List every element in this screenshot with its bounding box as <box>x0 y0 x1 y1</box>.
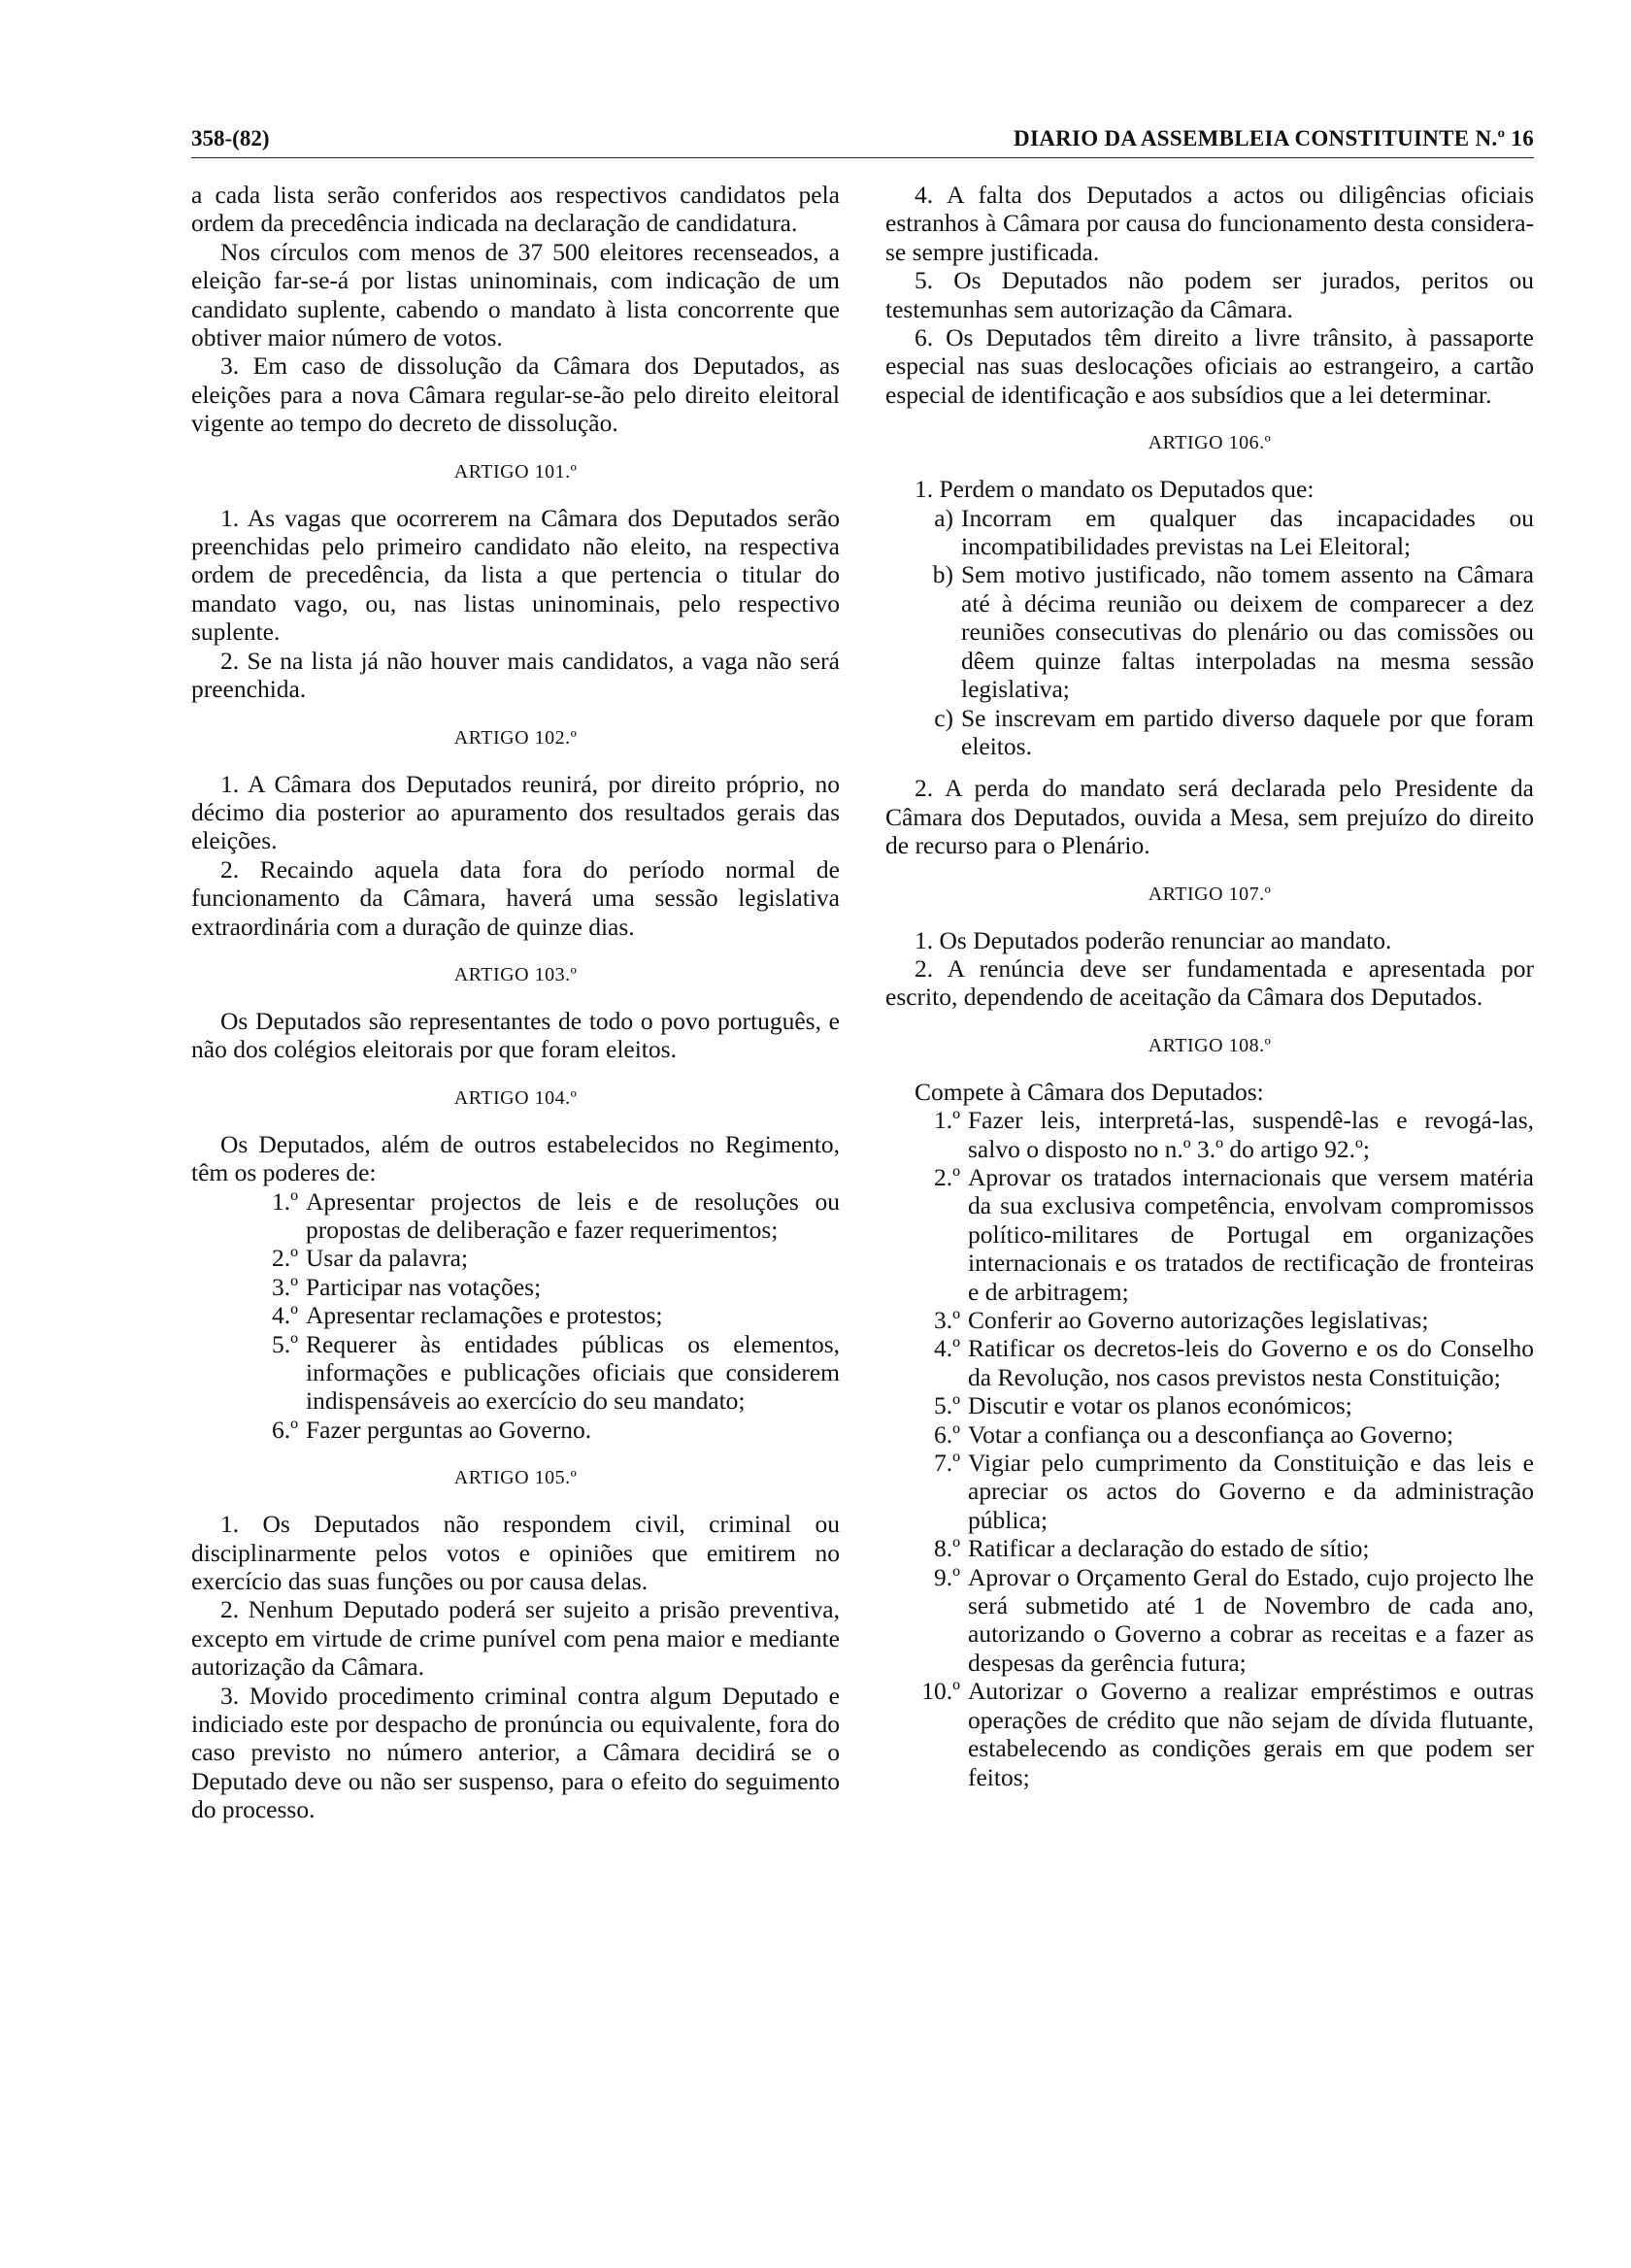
list-item <box>885 1163 1534 1306</box>
list-item-text: Ratificar a declaração do estado de sítio; <box>968 1534 1370 1563</box>
list-item-text: Se inscrevam em partido diverso daquele por que foram eleitos. <box>961 703 1534 760</box>
article-heading: ARTIGO 101.º <box>453 460 578 483</box>
left-column <box>191 181 840 1824</box>
enumerated-list <box>885 1106 1534 1791</box>
article-heading: ARTIGO 108.º <box>1148 1034 1272 1056</box>
enumerated-list <box>885 504 1534 761</box>
list-item-text: Vigiar pelo cumprimento da Constituição e das leis e apreciar os actos do Governo e da administração pública; <box>968 1449 1534 1534</box>
paragraph: 4. A falta dos Deputados a actos ou diligências oficiais estranhos à Câmara por causa do funcionamento desta considera-se sempre justificada. <box>885 181 1534 266</box>
paragraph: 2. Recaindo aquela data fora do período normal de funcionamento da Câmara, haverá uma sessão legislativa extraordinária com a duração de quinze dias. <box>191 854 840 941</box>
paragraph: 2. A renúncia deve ser fundamentada e apresentada por escrito, dependendo de aceitação da Câmara dos Deputados. <box>885 953 1534 1012</box>
list-item-number: 3.º <box>933 1306 960 1334</box>
paragraph: 2. Se na lista já não houver mais candidatos, a vaga não será preenchida. <box>191 646 840 704</box>
list-item-text: Apresentar reclamações e protestos; <box>306 1301 663 1330</box>
paragraph: 6. Os Deputados têm direito a livre trânsito, à passaporte especial nas suas deslocações oficiais ao estrangeiro, a cartão especial de identificação e aos subsídios que a lei determinar. <box>885 323 1534 409</box>
paragraph: 1. Os Deputados não respondem civil, criminal ou disciplinarmente pelos votos e opiniões que emitirem no exercício das suas funções ou por causa delas. <box>191 1510 840 1596</box>
list-item <box>885 504 1534 561</box>
paragraph: 3. Movido procedimento criminal contra algum Deputado e indiciado este por despacho de pronúncia ou equivalente, fora do caso previsto no número anterior, a Câmara decidirá se o Deputado deve ou não ser suspenso, para o efeito do seguimento do processo. <box>191 1681 840 1824</box>
paragraph: 1. A Câmara dos Deputados reunirá, por direito próprio, no décimo dia posterior ao apuramento dos resultados gerais das eleições. <box>191 769 840 855</box>
paragraph: 2. A perda do mandato será declarada pelo Presidente da Câmara dos Deputados, ouvida a Mesa, sem prejuízo do direito de recurso para o Plenário. <box>885 774 1534 860</box>
list-item <box>885 704 1534 761</box>
article-heading: ARTIGO 103.º <box>453 963 578 985</box>
list-item-number: b) <box>932 560 953 589</box>
list-item-text: Aprovar o Orçamento Geral do Estado, cujo projecto lhe será submetido até 1 de Novembro de cada ano, autorizando o Governo a cobrar as receitas e a fazer as despesas da gerência futura; <box>968 1562 1534 1677</box>
list-item-number: 8.º <box>933 1534 960 1563</box>
list-item-text: Fazer perguntas ao Governo. <box>306 1415 592 1444</box>
list-item <box>885 1677 1534 1791</box>
article-heading: ARTIGO 107.º <box>1148 883 1272 905</box>
list-item-number: 10.º <box>921 1677 960 1706</box>
list-item-number: 3.º <box>271 1272 298 1301</box>
list-item <box>885 1563 1534 1678</box>
article-heading: ARTIGO 102.º <box>453 726 578 749</box>
list-item <box>885 1420 1534 1449</box>
list-item <box>191 1330 840 1416</box>
list-item <box>191 1273 840 1301</box>
list-item-text: Usar da palavra; <box>306 1244 469 1273</box>
list-item-text: Autorizar o Governo a realizar empréstimos e outras operações de crédito que não sejam de dívida flutuante, estabelecendo as condições gerais em que podem ser feitos; <box>968 1677 1534 1791</box>
list-item-text: Ratificar os decretos-leis do Governo e os do Conselho da Revolução, nos casos previstos nesta Constituição; <box>968 1334 1534 1391</box>
list-item-number: 2.º <box>271 1244 298 1273</box>
list-item-text: Apresentar projectos de leis e de resoluções ou propostas de deliberação e fazer requerimentos; <box>306 1186 840 1244</box>
list-item-text: Aprovar os tratados internacionais que versem matéria da sua exclusiva competência, envolvam compromissos político-militares de Portugal em organizações internacionais e os tratados de rectificação de fronteiras e de arbitragem; <box>968 1162 1534 1306</box>
paragraph: Os Deputados, além de outros estabelecidos no Regimento, têm os poderes de: <box>191 1129 840 1187</box>
list-item <box>885 1306 1534 1334</box>
paragraph: 2. Nenhum Deputado poderá ser sujeito a prisão preventiva, excepto em virtude de crime punível com pena maior e mediante autorização da Câmara. <box>191 1595 840 1682</box>
paragraph: Nos círculos com menos de 37 500 eleitores recenseados, a eleição far-se-á por listas uninominais, com indicação de um candidato suplente, cabendo o mandato à lista concorrente que obtiver maior número de votos. <box>191 237 840 352</box>
paragraph: a cada lista serão conferidos aos respectivos candidatos pela ordem da precedência indicada na declaração de candidatura. <box>191 181 840 238</box>
paragraph: Os Deputados são representantes de todo o povo português, e não dos colégios eleitorais por que foram eleitos. <box>191 1006 840 1064</box>
list-item-number: 6.º <box>271 1415 298 1444</box>
list-item <box>191 1301 840 1329</box>
list-item-text: Fazer leis, interpretá-las, suspendê-las e revogá-las, salvo o disposto no n.º 3.º do artigo 92.º; <box>968 1106 1534 1163</box>
list-item <box>885 1334 1534 1391</box>
paragraph: Compete à Câmara dos Deputados: <box>915 1077 1264 1106</box>
paragraph: 1. Os Deputados poderão renunciar ao mandato. <box>915 925 1392 954</box>
list-item-text: Discutir e votar os planos económicos; <box>968 1391 1352 1420</box>
list-item-number: 1.º <box>271 1186 298 1216</box>
list-item-number: 6.º <box>933 1419 960 1449</box>
list-item-number: 5.º <box>271 1329 298 1358</box>
page-header <box>191 124 1534 158</box>
list-item-number: 9.º <box>933 1562 960 1591</box>
page-number: 358-(82) <box>191 126 270 150</box>
list-item <box>885 1391 1534 1419</box>
list-item-text: Requerer às entidades públicas os elementos, informações e publicações oficiais que considerem indispensáveis ao exercício do seu mandato; <box>306 1329 840 1416</box>
list-item <box>191 1187 840 1245</box>
list-item-number: 1.º <box>933 1106 960 1135</box>
list-item-number: 4.º <box>271 1301 298 1330</box>
paragraph: 5. Os Deputados não podem ser jurados, peritos ou testemunhas sem autorização da Câmara. <box>885 266 1534 323</box>
paragraph: 1. Perdem o mandato os Deputados que: <box>915 475 1315 504</box>
article-heading: ARTIGO 105.º <box>453 1467 578 1489</box>
enumerated-list <box>191 1187 840 1445</box>
list-item <box>885 560 1534 703</box>
list-item <box>191 1244 840 1272</box>
list-item <box>885 1534 1534 1562</box>
list-item-text: Conferir ao Governo autorizações legislativas; <box>968 1306 1429 1334</box>
paragraph: 3. Em caso de dissolução da Câmara dos Deputados, as eleições para a nova Câmara regular-se-ão pelo direito eleitoral vigente ao tempo do decreto de dissolução. <box>191 351 840 438</box>
list-item <box>191 1416 840 1444</box>
list-item-text: Sem motivo justificado, não tomem assento na Câmara até à décima reunião ou deixem de comparecer a dez reuniões consecutivas do plenário ou das comissões ou dêem quinze faltas interpoladas na mesma sessão legislativa; <box>961 560 1534 704</box>
list-item-number: 4.º <box>933 1334 960 1363</box>
article-heading: ARTIGO 104.º <box>453 1086 578 1109</box>
list-item-text: Votar a confiança ou a desconfiança ao Governo; <box>968 1419 1454 1449</box>
list-item-number: a) <box>934 503 953 532</box>
list-item-number: 2.º <box>933 1162 960 1191</box>
article-heading: ARTIGO 106.º <box>1148 432 1272 454</box>
list-item-number: 7.º <box>933 1449 960 1478</box>
list-item-number: c) <box>934 703 953 732</box>
list-item-number: 5.º <box>933 1391 960 1420</box>
publication-title: DIARIO DA ASSEMBLEIA CONSTITUINTE N.º 16 <box>1014 126 1534 150</box>
right-column <box>885 181 1534 1791</box>
list-item-text: Incorram em qualquer das incapacidades ou incompatibilidades previstas na Lei Eleitoral; <box>961 503 1534 561</box>
list-item-text: Participar nas votações; <box>306 1272 542 1301</box>
spacer <box>885 760 1534 774</box>
paragraph: 1. As vagas que ocorrerem na Câmara dos Deputados serão preenchidas pelo primeiro candidato não eleito, na respectiva ordem de precedência, da lista a que pertencia o titular do mandato vago, ou, nas listas uninominais, pelo respectivo suplente. <box>191 503 840 647</box>
list-item <box>885 1106 1534 1163</box>
list-item <box>885 1449 1534 1534</box>
